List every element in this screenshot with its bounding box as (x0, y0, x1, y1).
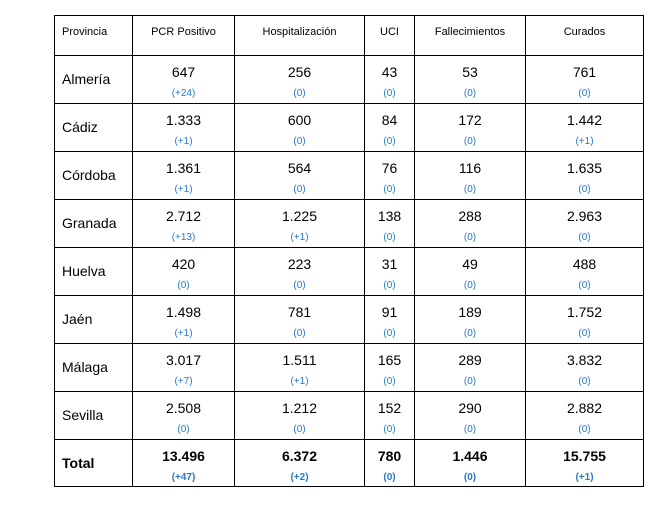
header-provincia: Provincia (55, 16, 133, 56)
cell-hosp: 1.511 (+1) (235, 344, 365, 392)
header-fallecimientos: Fallecimientos (415, 16, 526, 56)
cell-uci: 152 (0) (365, 392, 415, 440)
cell-pcr: 647 (+24) (133, 56, 235, 104)
cell-fallec: 1.446 (0) (415, 440, 526, 487)
table-row (55, 344, 644, 392)
cell-hosp: 1.212 (0) (235, 392, 365, 440)
cell-hosp: 223 (0) (235, 248, 365, 296)
cell-pcr: 1.498 (+1) (133, 296, 235, 344)
cell-hosp: 781 (0) (235, 296, 365, 344)
cell-fallec: 288 (0) (415, 200, 526, 248)
cell-pcr: 13.496 (+47) (133, 440, 235, 487)
header-hospitalizacion: Hospitalización (235, 16, 365, 56)
header-row (55, 16, 644, 56)
header-curados: Curados (526, 16, 644, 56)
cell-uci: 91 (0) (365, 296, 415, 344)
cell-pcr: 1.333 (+1) (133, 104, 235, 152)
total-row (55, 440, 644, 487)
covid-data-table (54, 15, 644, 487)
cell-pcr: 3.017 (+7) (133, 344, 235, 392)
table-row (55, 296, 644, 344)
cell-pcr: 2.712 (+13) (133, 200, 235, 248)
cell-pcr: 420 (0) (133, 248, 235, 296)
cell-uci: 165 (0) (365, 344, 415, 392)
cell-provincia: Jaén (55, 296, 133, 344)
cell-uci: 31 (0) (365, 248, 415, 296)
cell-curados: 1.442 (+1) (526, 104, 644, 152)
cell-provincia: Córdoba (55, 152, 133, 200)
cell-hosp: 6.372 (+2) (235, 440, 365, 487)
cell-curados: 1.752 (0) (526, 296, 644, 344)
cell-hosp: 1.225 (+1) (235, 200, 365, 248)
cell-fallec: 290 (0) (415, 392, 526, 440)
cell-provincia: Málaga (55, 344, 133, 392)
cell-fallec: 53 (0) (415, 56, 526, 104)
cell-hosp: 564 (0) (235, 152, 365, 200)
cell-uci: 76 (0) (365, 152, 415, 200)
cell-uci: 43 (0) (365, 56, 415, 104)
cell-pcr: 2.508 (0) (133, 392, 235, 440)
cell-provincia: Cádiz (55, 104, 133, 152)
cell-provincia: Almería (55, 56, 133, 104)
cell-fallec: 116 (0) (415, 152, 526, 200)
cell-curados: 761 (0) (526, 56, 644, 104)
cell-curados: 2.963 (0) (526, 200, 644, 248)
cell-curados: 1.635 (0) (526, 152, 644, 200)
cell-fallec: 189 (0) (415, 296, 526, 344)
cell-provincia: Huelva (55, 248, 133, 296)
cell-uci: 780 (0) (365, 440, 415, 487)
table-row (55, 152, 644, 200)
cell-fallec: 49 (0) (415, 248, 526, 296)
cell-pcr: 1.361 (+1) (133, 152, 235, 200)
table-row (55, 248, 644, 296)
cell-provincia: Sevilla (55, 392, 133, 440)
cell-fallec: 172 (0) (415, 104, 526, 152)
cell-uci: 138 (0) (365, 200, 415, 248)
table-row (55, 392, 644, 440)
cell-provincia: Granada (55, 200, 133, 248)
header-uci: UCI (365, 16, 415, 56)
cell-hosp: 600 (0) (235, 104, 365, 152)
cell-curados: 488 (0) (526, 248, 644, 296)
table-row (55, 200, 644, 248)
cell-curados: 2.882 (0) (526, 392, 644, 440)
cell-curados: 3.832 (0) (526, 344, 644, 392)
cell-hosp: 256 (0) (235, 56, 365, 104)
cell-fallec: 289 (0) (415, 344, 526, 392)
cell-uci: 84 (0) (365, 104, 415, 152)
cell-total-label: Total (55, 440, 133, 487)
table-row (55, 56, 644, 104)
header-pcr-positivo: PCR Positivo (133, 16, 235, 56)
cell-curados: 15.755 (+1) (526, 440, 644, 487)
table-row (55, 104, 644, 152)
